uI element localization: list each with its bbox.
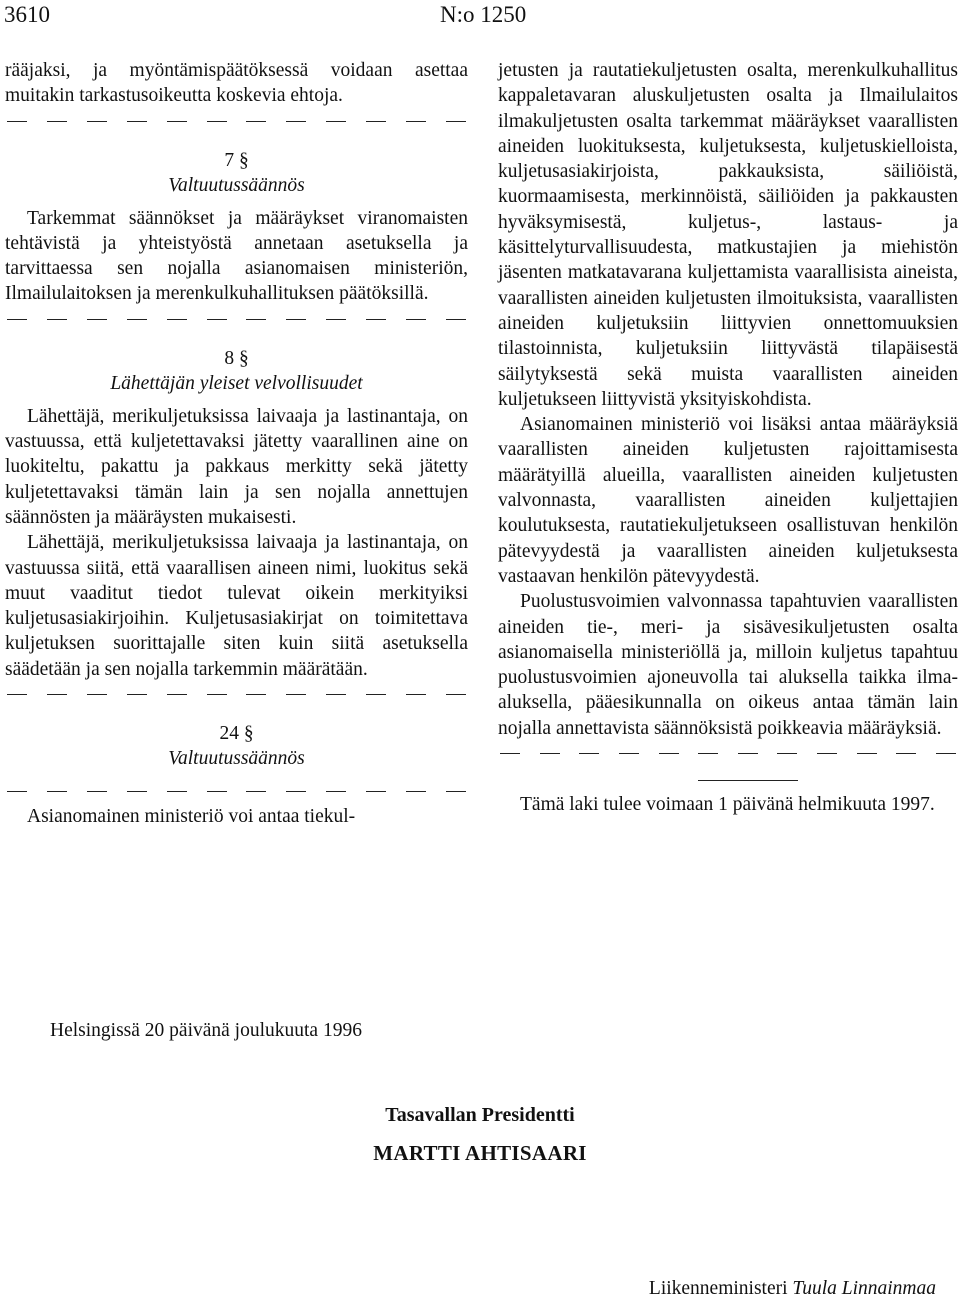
omission-dashes: [5, 307, 468, 332]
entry-into-force: Tämä laki tulee voimaan 1 päivänä helmikuuta 1997.: [520, 794, 935, 816]
signature-block: [0, 1104, 960, 1166]
left-column: [5, 58, 468, 829]
section-7-title: Valtuutussäännös: [168, 174, 305, 196]
section-8-paragraph-1: Lähettäjä, merikuljetuksissa laivaaja ja lastinantaja, on vastuussa, että kuljetettavaksi jätetty vaarallinen aine on luokiteltu, pakattu ja pakkaus merkitty sekä jätetty kuljetettavaksi tämän lain ja sen nojalla annettujen säännösten ja määräysten mukaisesti.: [5, 405, 468, 528]
section-24-text: Asianomainen ministeriö voi antaa tiekul-: [27, 806, 356, 828]
document-number: N:o 1250: [440, 2, 527, 27]
countersignature: [649, 1278, 936, 1300]
section-24-number: 24 §: [219, 723, 254, 745]
omission-dashes: [5, 109, 468, 134]
place-and-date: Helsingissä 20 päivänä joulukuuta 1996: [50, 1020, 362, 1041]
section-24-paragraph-3: Puolustusvoimien valvonnassa tapahtuvien vaarallisten aineiden tie-, meri- ja sisävesikuljetusten osalta asianomaisella ministeriöllä ja, milloin kuljetus tapahtuu puolustusvoimien ajoneuvolla tai aluksella taikka ilma-aluksella, pääesikunnalla on oikeus antaa tämän lain nojalla annettavista säännöksistä poikkeavia määräyksiä.: [498, 591, 958, 739]
page-number: 3610: [4, 2, 50, 27]
section-divider: [698, 780, 798, 781]
section-8-paragraph-2: Lähettäjä, merikuljetuksissa laivaaja ja lastinantaja, on vastuussa siitä, että vaarallisen aineen nimi, luokitus sekä muut vaaditut tiedot tulevat oikein merkityiksi kuljetusasiakirjoihin. Kuljetusasiakirjat on toimitettava kuljetuksen suorittajalle siten kuin siitä asetuksella säädetään ja sen nojalla tarkemmin määrätään.: [5, 532, 468, 680]
omission-dashes: [5, 779, 468, 804]
omission-dashes: [498, 741, 958, 766]
paragraph-continuation: rääjaksi, ja myöntämispäätöksessä voidaan asettaa muitakin tarkastusoikeutta koskevia ehtoja.: [5, 60, 468, 107]
president-name: MARTTI AHTISAARI: [373, 1141, 587, 1165]
section-24-continuation: jetusten ja rautatiekuljetusten osalta, merenkulkuhallitus kappaletavaran aluskuljetusten osalta ja Ilmailulaitos ilmakuljetusten osalta tarkemmat määräykset vaarallisten aineiden luokituksesta, kuljetuksesta, kuljetuskielloista, kuljetusasiakirjoista, pakkauksista, säiliöistä, kuormaamisesta, merkinnöistä, säiliöiden ja pakkausten hyväksymisestä, kuljetus-, lastaus- ja käsittelyturvallisuudesta, matkustajien ja miehistön jäsenten matkatavarana kuljettamista vaarallisista aineista, vaarallisten aineiden kuljetusten ilmoituksista, vaarallisten aineiden kuljetuksiin liittyvien onnettomuuksien tilastoinnista, kuljetuksiin liittyvästä tilapäisestä säilytyksestä sekä muista vaarallisten aineiden kuljetukseen liittyvistä yksityiskohdista.: [498, 60, 958, 410]
president-title: Tasavallan Presidentti: [385, 1104, 575, 1126]
minister-name: Tuula Linnainmaa: [792, 1278, 936, 1299]
section-24-paragraph-2: Asianomainen ministeriö voi lisäksi antaa määräyksiä vaarallisten aineiden kuljetusten rajoittamisesta määrätyillä alueilla, vaarallisten aineiden kuljetusten valvonnasta, vaarallisten aineiden kuljettajien koulutuksesta, rautatiekuljetukseen osallistuvan henkilön pätevyydestä ja vaarallisten aineiden kuljetuksesta vastaavan henkilön pätevyydestä.: [498, 414, 958, 587]
section-8-number: 8 §: [224, 347, 249, 369]
omission-dashes: [5, 682, 468, 707]
section-7-text: Tarkemmat säännökset ja määräykset viranomaisten tehtävistä ja yhteistyöstä annetaan asetuksella ja tarvittaessa sen nojalla asianomaisen ministeriön, Ilmailulaitoksen ja merenkulkuhallituksen päätöksillä.: [5, 207, 468, 305]
section-24-title: Valtuutussäännös: [168, 748, 305, 770]
section-7-number: 7 §: [224, 149, 249, 171]
section-8-title: Lähettäjän yleiset velvollisuudet: [110, 372, 363, 394]
right-column: [498, 58, 958, 817]
minister-title: Liikenneministeri: [648, 1278, 788, 1299]
